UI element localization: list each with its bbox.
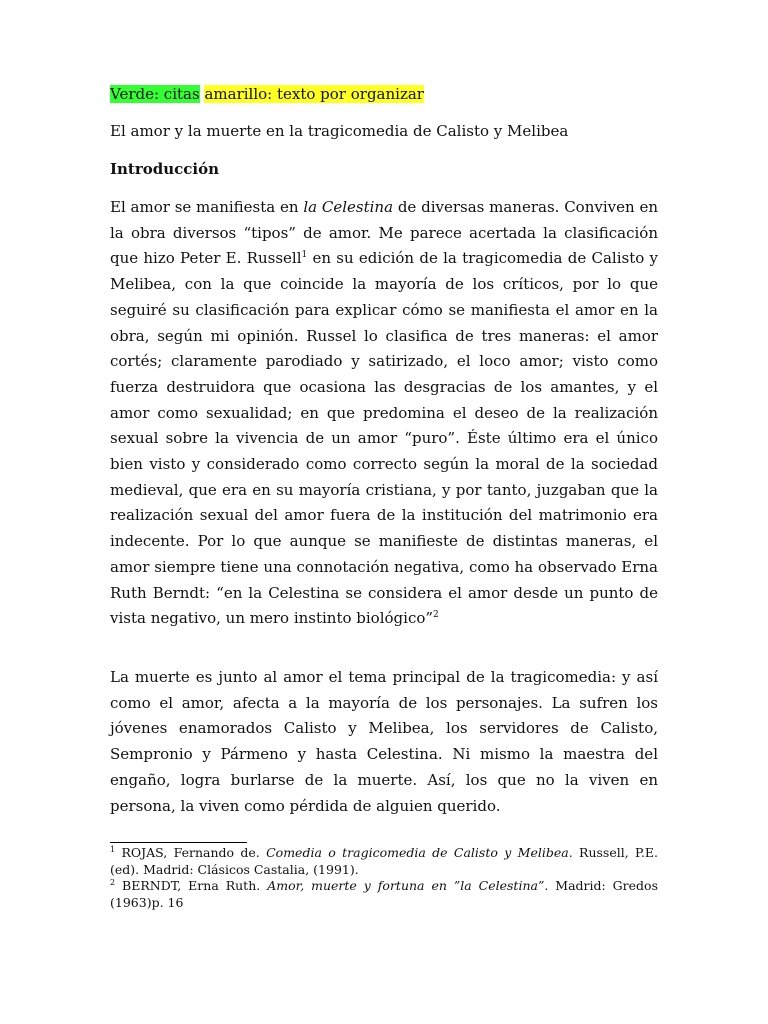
paragraph-death: La muerte es junto al amor el tema principal de la tragicomedia: y así como el amor, afecta a la mayoría de los personajes. La sufren los jóvenes enamorados Calisto y Melibea, los servidores de Calisto, Sempronio y Pármeno y hasta Celestina. Ni mismo la maestra del engaño, logra burlarse de la muerte. Así, los que no la viven en persona, la viven como pérdida de alguien querido. xyxy=(110,668,658,815)
highlight-legend xyxy=(110,84,424,104)
footnote-number: 1 xyxy=(110,844,116,854)
footnote-separator xyxy=(110,842,247,843)
paragraph-text: en su edición de la tragicomedia de Calisto y Melibea, con la que coincide la mayoría de los críticos, por lo que seguiré su clasificación para explicar cómo se manifiesta el amor en la obra, según mi opinión. Russel lo clasifica de tres maneras: el amor cortés; claramente parodiado y satirizado, el loco amor; visto como fuerza destruidora que ocasiona las desgracias de los amantes, y el amor como sexualidad; en que predomina el deseo de la realización sexual sobre la vivencia de un amor “puro”. Éste último era el único bien visto y considerado como correcto según la moral de la sociedad medieval, que era en su mayoría cristiana, y por tanto, juzgaban que la realización sexual del amor fuera de la institución del matrimonio era indecente. Por lo que aunque se manifieste de distintas maneras, el amor siempre tiene una connotación negativa, como ha observado Erna Ruth Berndt: “en la Celestina se considera el amor desde un punto de vista negativo, un mero instinto biológico” xyxy=(110,249,659,628)
footnote xyxy=(110,845,658,878)
footnote-text: BERNDT, Erna Ruth. xyxy=(115,878,268,893)
paragraph-text: El amor se manifiesta en xyxy=(110,198,304,216)
footnote-ref[interactable]: 2 xyxy=(433,610,439,621)
footnotes xyxy=(110,845,658,911)
footnote-text: . Madrid: Gredos (1963)p. 16 xyxy=(110,878,658,910)
footnote-book-title: Comedia o tragicomedia de Calisto y Melibea xyxy=(266,845,569,860)
footnote-text: . Russell, P.E. (ed). Madrid: Clásicos Castalia, (1991). xyxy=(110,845,658,877)
document-title: El amor y la muerte en la tragicomedia de Calisto y Melibea xyxy=(110,122,569,140)
footnote-number: 2 xyxy=(110,877,116,887)
section-heading: Introducción xyxy=(110,160,220,178)
paragraph-love xyxy=(110,195,658,632)
footnote-book-title: Amor, muerte y fortuna en ”la Celestina” xyxy=(267,878,545,893)
work-title: la Celestina xyxy=(303,198,394,216)
legend-yellow-label: amarillo: texto por organizar xyxy=(204,85,424,103)
footnote xyxy=(110,878,658,911)
paragraph-text: de diversas maneras. Conviven en la obra diversos “tipos” de amor. Me parece acertada la clasificación que hizo Peter E. Russell xyxy=(110,198,658,268)
footnote-text: ROJAS, Fernando de. xyxy=(115,845,267,860)
footnote-ref[interactable]: 1 xyxy=(301,250,308,261)
legend-green-label: Verde: citas xyxy=(110,85,200,103)
